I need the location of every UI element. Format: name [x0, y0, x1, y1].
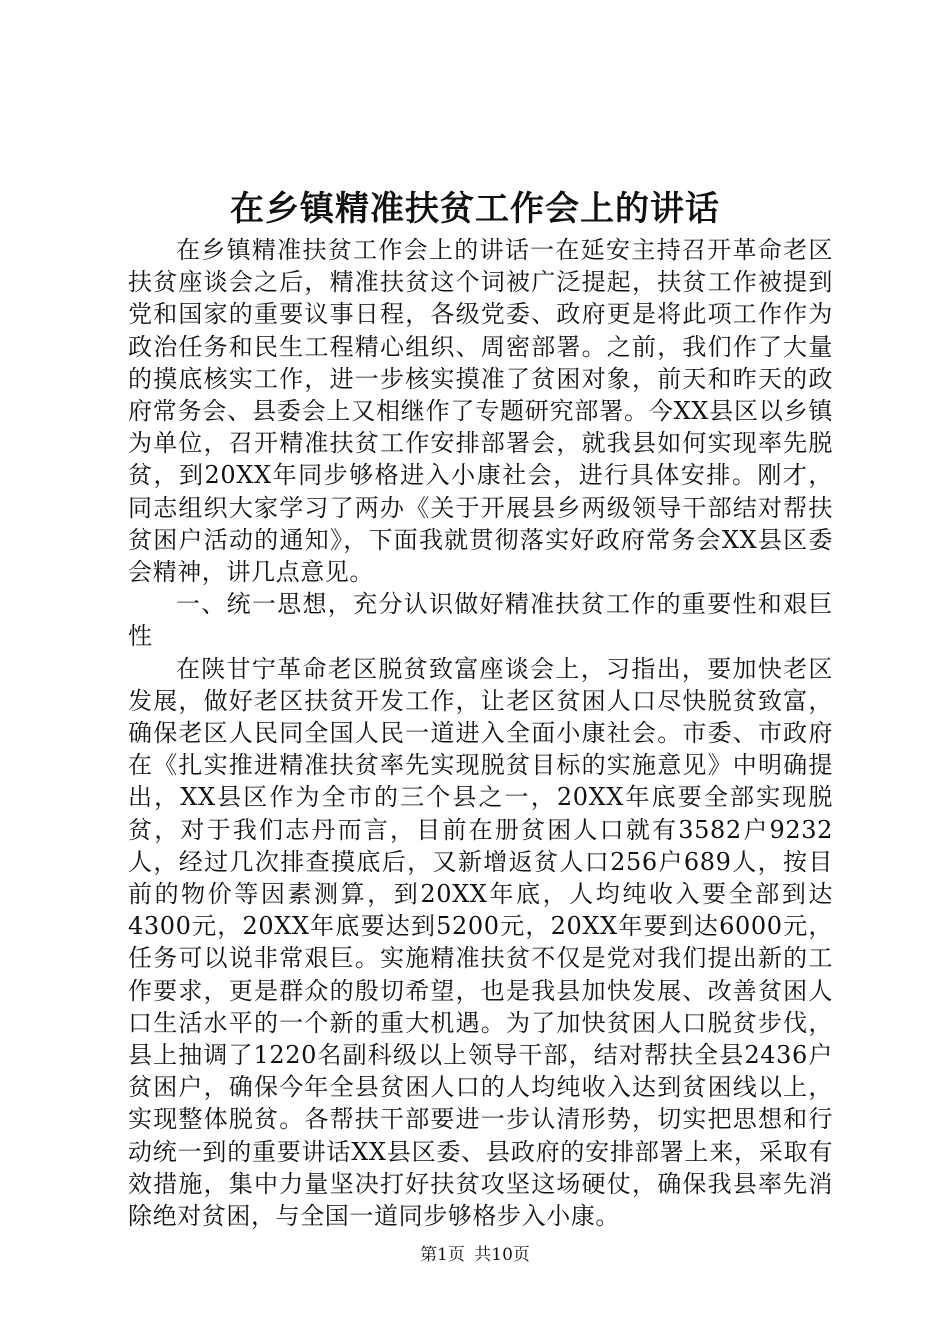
paragraph-section-1: 在陕甘宁革命老区脱贫致富座谈会上，习指出，要加快老区发展，做好老区扶贫开发工作，让老区贫困人口尽快脱贫致富，确保老区人民同全国人民一道进入全面小康社会。市委、市政府在《扎实推进精准扶贫率先实现脱贫目标的实施意见》中明确提出，XX县区作为全市的三个县之一，20XX年底要全部实现脱贫，对于我们志丹而言，目前在册贫困人口就有3582户9232人，经过几次排查摸底后，又新增返贫人口256户689人，按目前的物价等因素测算，到20XX年底，人均纯收入要全部到达4300元，20XX年底要达到5200元，20XX年要到达6000元，任务可以说非常艰巨。实施精准扶贫不仅是党对我们提出新的工作要求，更是群众的殷切希望，也是我县加快发展、改善贫困人口生活水平的一个新的重大机遇。为了加快贫困人口脱贫步伐，县上抽调了1220名副科级以上领导干部，结对帮扶全县2436户贫困户，确保今年全县贫困人口的人均纯收入达到贫困线以上，实现整体脱贫。各帮扶干部要进一步认清形势，切实把思想和行动统一到的重要讲话XX县区委、县政府的安排部署上来，采取有效措施，集中力量坚决打好扶贫攻坚这场硬仗，确保我县率先消除绝对贫困，与全国一道同步够格步入小康。 — [128, 654, 833, 1231]
paragraph-intro: 在乡镇精准扶贫工作会上的讲话一在延安主持召开革命老区扶贫座谈会之后，精准扶贫这个词被广泛提起，扶贫工作被提到党和国家的重要议事日程，各级党委、政府更是将此项工作作为政治任务和民生工程精心组织、周密部署。之前，我们作了大量的摸底核实工作，进一步核实摸准了贫困对象，前天和昨天的政府常务会、县委会上又相继作了专题研究部署。今XX县区以乡镇为单位，召开精准扶贫工作安排部署会，就我县如何实现率先脱贫，到20XX年同步够格进入小康社会，进行具体安排。刚才，同志组织大家学习了两办《关于开展县乡两级领导干部结对帮扶贫困户活动的通知》，下面我就贯彻落实好政府常务会XX县区委会精神，讲几点意见。 — [128, 236, 833, 587]
document-title: 在乡镇精准扶贫工作会上的讲话 — [230, 189, 720, 229]
page-total: 共10页 — [474, 1245, 530, 1265]
page-number: 第1页 — [420, 1245, 465, 1265]
document-body — [128, 234, 833, 1232]
section-heading-1: 一、统一思想，充分认识做好精准扶贫工作的重要性和艰巨性 — [128, 590, 833, 651]
page-footer — [0, 1244, 950, 1266]
